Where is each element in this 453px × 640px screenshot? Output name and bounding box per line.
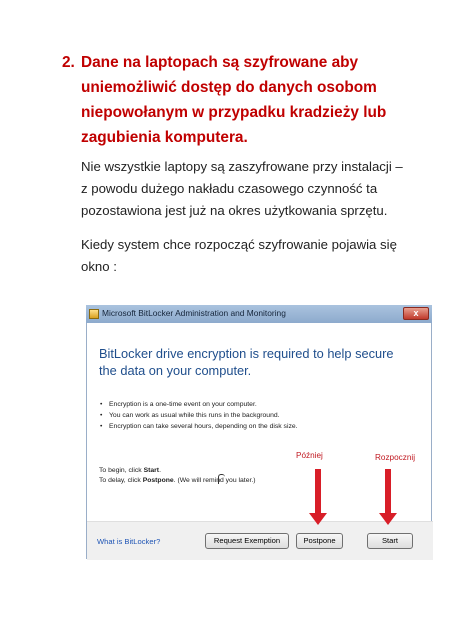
dialog-footer (87, 521, 433, 560)
dialog-titlebar (86, 305, 432, 324)
arrow-down-icon (315, 469, 321, 515)
start-button[interactable]: Start (367, 533, 413, 549)
mouse-cursor-icon (218, 474, 225, 484)
bitlocker-app-icon (89, 309, 99, 319)
bullet-item: • Encryption can take several hours, depending on the disk size. (100, 421, 420, 432)
dialog-window-title: Microsoft BitLocker Administration and Monitoring (102, 308, 286, 318)
instruction-postpone: To delay, click Postpone. (We will remind you later.) (99, 477, 256, 484)
request-exemption-button[interactable]: Request Exemption (205, 533, 289, 549)
heading-text: Dane na laptopach są szyfrowane aby uniemożliwić dostęp do danych osobom niepowołanym w przypadku kradzieży lub zagubienia komputera. (81, 54, 387, 146)
what-is-bitlocker-link[interactable]: What is BitLocker? (97, 537, 161, 546)
close-icon[interactable]: x (403, 307, 429, 320)
arrow-down-icon (385, 469, 391, 515)
dialog-bullet-list (100, 399, 420, 432)
bullet-item: • Encryption is a one-time event on your computer. (100, 399, 420, 410)
dialog-instructions (99, 466, 256, 486)
paragraph-encryption-info: Nie wszystkie laptopy są zaszyfrowane przy instalacji – z powodu dużego nakładu czasowego czynność ta pozostawiona jest już na okres użytkowania sprzętu. (81, 159, 403, 218)
paragraph-window-intro: Kiedy system chce rozpocząć szyfrowanie pojawia się okno : (81, 237, 397, 274)
dialog-main-message: BitLocker drive encryption is required to help secure the data on your computer. (99, 346, 394, 378)
annotation-pozniej: Później (296, 451, 323, 460)
instruction-start: To begin, click Start. (99, 467, 161, 474)
postpone-button[interactable]: Postpone (296, 533, 343, 549)
bitlocker-dialog-screenshot (86, 305, 432, 559)
bullet-item: • You can work as usual while this runs in the background. (100, 410, 420, 421)
section-heading (62, 50, 402, 150)
heading-number: 2. (62, 54, 75, 71)
annotation-rozpocznij: Rozpocznij (375, 453, 416, 462)
